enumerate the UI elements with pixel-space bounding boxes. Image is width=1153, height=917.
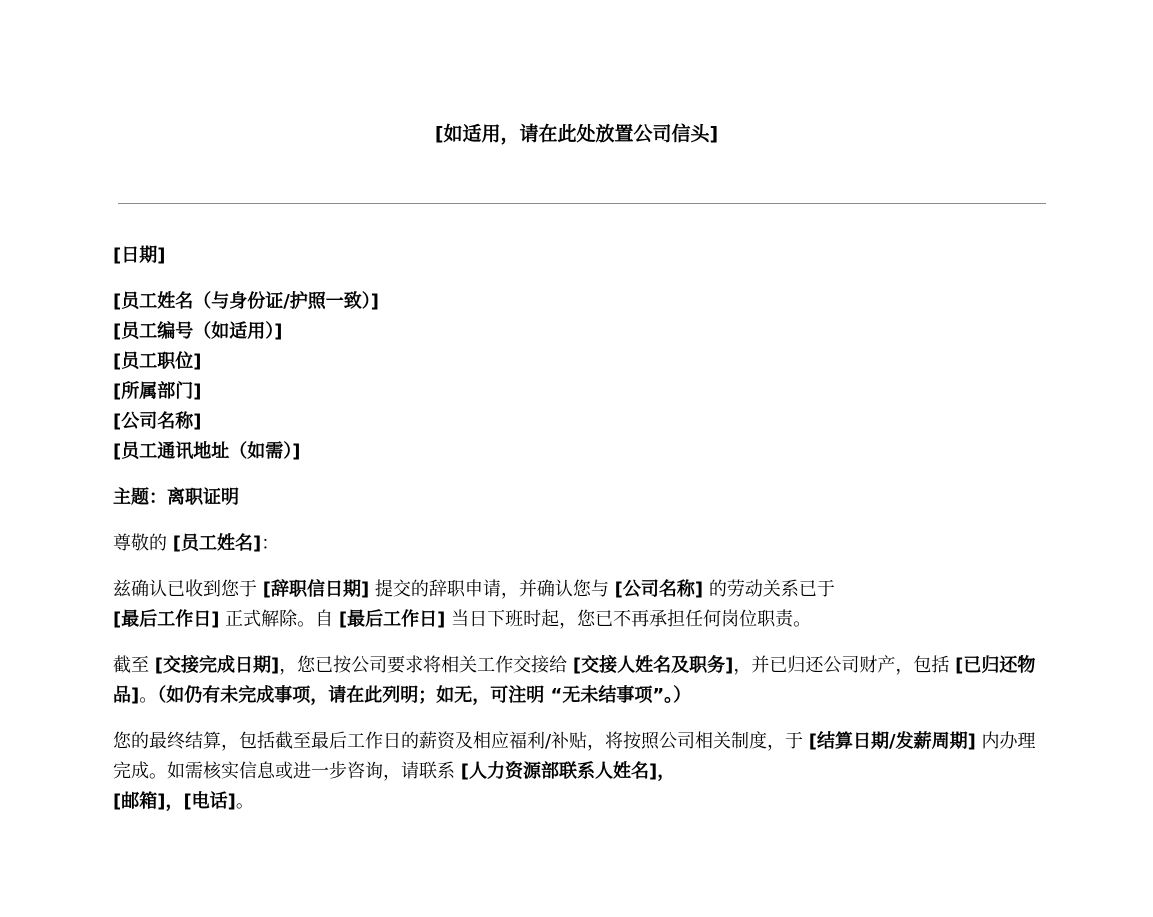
- placeholder-hr-contact: [人力资源部联系人姓名]: [460, 761, 658, 782]
- letter-body: [113, 241, 1053, 833]
- recipient-department: [所属部门]: [113, 381, 202, 402]
- paragraph-handover: [113, 651, 1053, 711]
- text-span: 。: [235, 791, 254, 812]
- paragraph-resignation: [113, 575, 1053, 635]
- recipient-position: [员工职位]: [113, 351, 202, 372]
- recipient-company: [公司名称]: [113, 411, 202, 432]
- text-span: 的劳动关系已于: [703, 579, 835, 600]
- placeholder-email: [邮箱]: [113, 791, 166, 812]
- recipient-name: [员工姓名（与身份证/护照一致）]: [113, 291, 380, 312]
- text-span: ，: [165, 791, 184, 812]
- text-span: 。: [139, 685, 158, 706]
- recipient-employee-id: [员工编号（如适用）]: [113, 321, 283, 342]
- salutation: [113, 529, 1053, 559]
- placeholder-last-working-day: [最后工作日]: [113, 609, 220, 630]
- text-span: ，并已归还公司财产，包括: [733, 655, 956, 676]
- text-span: 正式解除。自: [219, 609, 339, 630]
- placeholder-handover-person: [交接人姓名及职务]: [572, 655, 734, 676]
- placeholder-phone: [电话]: [183, 791, 236, 812]
- date-line: [日期]: [113, 245, 166, 266]
- text-span: ，: [657, 761, 676, 782]
- outstanding-items-note: （如仍有未完成事项，请在此列明；如无，可注明 “无未结事项”。）: [157, 685, 692, 706]
- placeholder-handover-date: [交接完成日期]: [154, 655, 280, 676]
- letterhead-placeholder: [如适用，请在此处放置公司信头]: [434, 123, 719, 145]
- salutation-name: [员工姓名]: [172, 533, 262, 554]
- text-span: 当日下班时起，您已不再承担任何岗位职责。: [445, 609, 812, 630]
- text-span: 截至: [113, 655, 155, 676]
- recipient-address: [员工通讯地址（如需）]: [113, 441, 301, 462]
- placeholder-resignation-date: [辞职信日期]: [262, 579, 370, 600]
- paragraph-settlement: [113, 727, 1053, 817]
- text-span: 内办理完成。如需核实信息或进一步咨询，请联系: [113, 731, 1036, 782]
- text-span: ，您已按公司要求将相关工作交接给: [279, 655, 573, 676]
- text-span: 您的最终结算，包括截至最后工作日的薪资及相应福利/补贴，将按照公司相关制度，于: [113, 731, 809, 752]
- text-span: 兹确认已收到您于: [113, 579, 263, 600]
- placeholder-settlement-date: [结算日期/发薪周期]: [808, 731, 976, 752]
- recipient-block: [113, 287, 1053, 467]
- salutation-prefix: 尊敬的: [113, 533, 173, 554]
- placeholder-last-working-day: [最后工作日]: [338, 609, 446, 630]
- placeholder-company-name: [公司名称]: [614, 579, 704, 600]
- placeholder-returned-items: [已归还物品]: [113, 655, 1036, 706]
- letterhead-divider: [118, 203, 1046, 204]
- text-span: 提交的辞职申请，并确认您与: [369, 579, 615, 600]
- salutation-suffix: ：: [261, 533, 280, 554]
- subject-line: 主题：离职证明: [113, 487, 239, 508]
